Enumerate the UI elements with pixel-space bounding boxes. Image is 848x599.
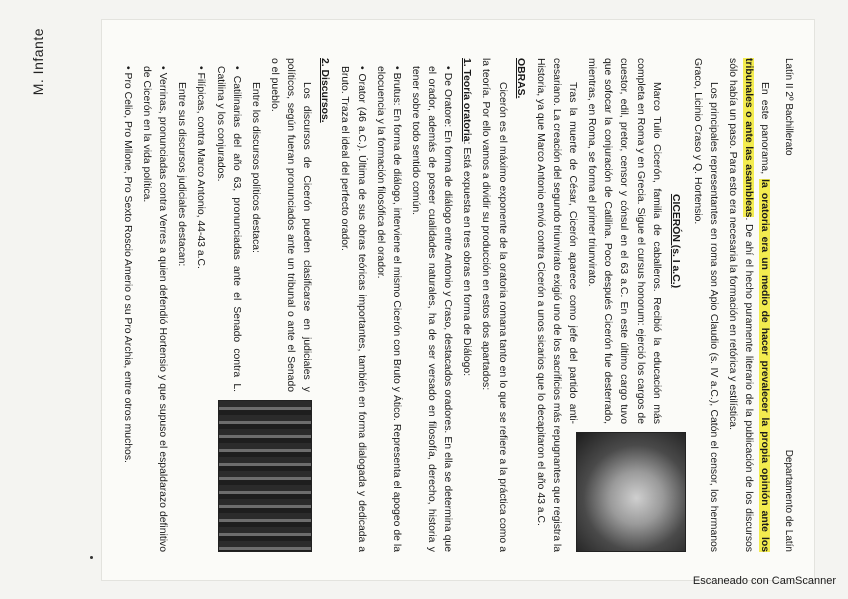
speeches-judicial-intro: Entre sus discursos judiciales destacan:: [176, 82, 188, 267]
speeches-political-intro: Entre los discursos políticos destaca:: [249, 82, 261, 253]
forum-photo: [218, 400, 312, 552]
speech-item-filipicas: • Filípicas, contra Marco Antonio, 44-43 a.C.: [195, 66, 207, 269]
speech-item-verrinas: • Verrinas, pronunciadas contra Verres a quien defendió Hortensio y que supuso el espaldarazo definitivo de Cicerón en la vida política.: [141, 66, 169, 552]
bio-paragraph-2: Tras la muerte de César, Cicerón aparece como jefe del partido anti-cesariano. La creación del segundo triunvirato exigió uno de los sacrificios más repugnantes que registra la Historia, ya que Marco Antonio envió contra Cicerón a unos sicarios que lo decapitaron el año 43 a.C.: [534, 58, 579, 552]
theory-item-brutus: • Brutus: En forma de diálogo, interviene el mismo Cicerón con Bruto y Ático. Representa el apogeo de la elocuencia y la formación filosófica del orador.: [374, 66, 402, 552]
theory-item-orator: • Orator (46 a.C.). Última de sus obras teóricas importantes, también en forma dialogada y dedicada a Bruto. Traza el ideal del perfecto orador.: [339, 66, 367, 552]
intro-paragraph: En este panorama, la oratoria era un medio de hacer prevalecer la propia opinión ante los tribunales o ante las asambleas. De ahí el hecho puramente literario de la publicación de los discursos sólo había un paso. Para esto era necesaria la formación en retórica y estilística.: [727, 58, 771, 552]
section-title: CICERÓN (s. I a.C.): [669, 193, 681, 289]
intro-representatives: Los principales representantes en roma son Apio Claudio (s. IV a.C.), Catón el censor, los hermanos Graco, Licinio Craso y Q. Hortensio.: [692, 58, 720, 552]
speech-item-pro-celio: • Pro Celio, Pro Milone, Pro Sexto Roscio Amerio o su Pro Archia, entre otros muchos.: [122, 66, 133, 463]
mark-dot: [90, 556, 93, 559]
header-left: Latín II 2º Bachillerato: [783, 58, 794, 156]
speeches-intro: Los discursos de Cicerón pueden clasificarse en judiciales y políticos, según fueran pronunciados ante un tribunal o ante el Senado o el pueblo.: [269, 58, 313, 392]
obras-intro: Cicerón es el máximo exponente de la oratoria romana tanto en lo que se refiere a la práctica como a la teoría. Por ello vamos a dividir su producción en estos dos apartados:: [480, 58, 508, 552]
obras-title: OBRAS.: [514, 58, 526, 99]
theory-item-de-oratore: • De Oratore: En forma de diálogo entre Antonio y Craso, destacados oradores. En ella se determina que el orador, además de poseer cualidades naturales, ha de ser versado en filosofía, derecho, historia y tener sobre todo sentido común.: [410, 66, 454, 552]
header-right: Departamento de Latín: [783, 449, 794, 552]
speeches-title: 2. Discursos.: [319, 58, 331, 123]
speech-item-catilinarias: • Catilinarias del año 63, pronunciadas ante el Senado contra L. Catilina y los conjurados.: [214, 66, 242, 392]
document-page: [102, 20, 814, 580]
theory-heading: 1. Teoría oratoria: Está expuesta en tres obras en forma de Diálogo:: [461, 58, 473, 377]
page-header: [781, 58, 797, 552]
bio-paragraph-1: Marco Tulio Cicerón, familia de caballeros. Recibió la educación más completa en Roma y en Grecia. Sigue el cursus honorum: ejerció los cargos de cuestor, edil, pretor, censor y cónsul en el 63 a.C. En este último cargo tuvo que sofocar la conjuración de Catilina. Poco después Cicerón fue desterrado, mientras, en Roma, se forma el primer triunvirato.: [586, 58, 662, 424]
scanner-watermark: Escaneado con CamScanner: [692, 575, 836, 587]
margin-note: M. Infante: [30, 28, 46, 96]
cicero-bust-photo: [576, 432, 686, 552]
